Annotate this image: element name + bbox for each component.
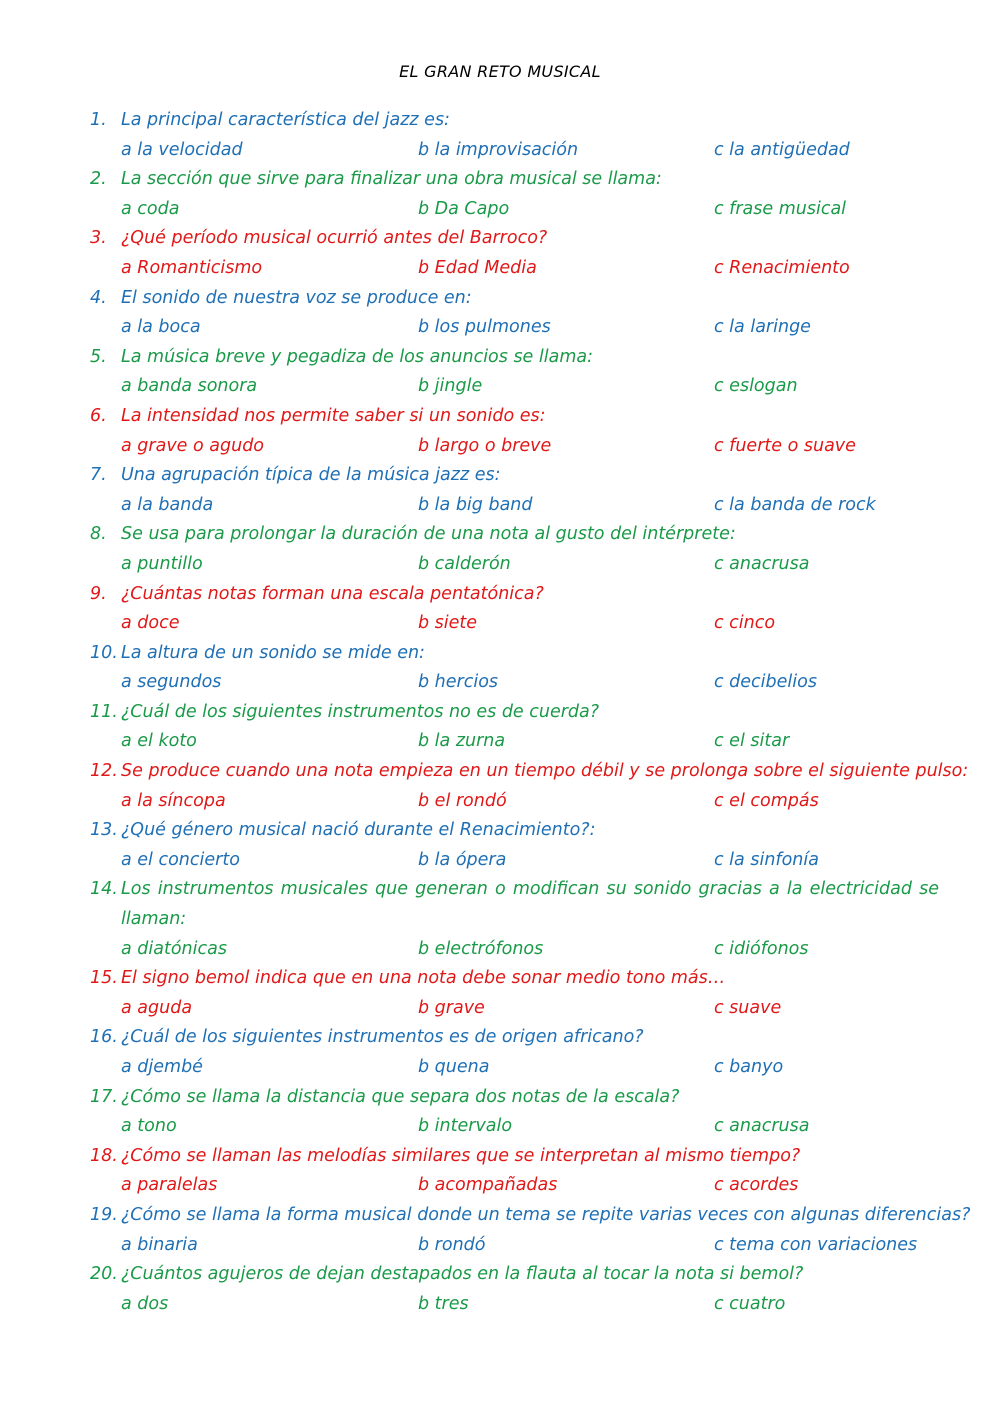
- answer-option-a: a Romanticismo: [121, 257, 263, 278]
- question-text: El sonido de nuestra voz se produce en:: [121, 287, 472, 308]
- answer-option-b: b la ópera: [418, 849, 507, 870]
- question-number: 13.: [90, 820, 118, 841]
- question-text: ¿Cuántos agujeros de dejan destapados en la flauta al tocar la nota si bemol?: [121, 1264, 804, 1285]
- question-item: [0, 639, 1000, 698]
- answer-option-c: c eslogan: [714, 376, 798, 397]
- answer-option-a: a la boca: [121, 317, 201, 338]
- answer-option-b: b intervalo: [418, 1116, 513, 1137]
- answer-option-c: c acordes: [714, 1175, 799, 1196]
- answer-options: [0, 1171, 1000, 1201]
- question-text: ¿Cuál de los siguientes instrumentos es de origen africano?: [121, 1027, 644, 1048]
- question-item: [0, 1023, 1000, 1082]
- question-text: La música breve y pegadiza de los anuncios se llama:: [121, 346, 594, 367]
- answer-option-b: b tres: [418, 1293, 469, 1314]
- question-text: La intensidad nos permite saber si un sonido es:: [121, 405, 546, 426]
- question-text: ¿Cómo se llaman las melodías similares que se interpretan al mismo tiempo?: [121, 1145, 801, 1166]
- answer-options: [0, 136, 1000, 166]
- question-number: 10.: [90, 642, 118, 663]
- answer-option-c: c suave: [714, 997, 782, 1018]
- answer-options: [0, 432, 1000, 462]
- question-item: [0, 757, 1000, 816]
- answer-option-a: a grave o agudo: [121, 435, 265, 456]
- answer-option-c: c el sitar: [714, 731, 790, 752]
- answer-options: [0, 1290, 1000, 1320]
- answer-option-a: a la banda: [121, 494, 214, 515]
- answer-option-b: b la big band: [418, 494, 533, 515]
- answer-option-c: c Renacimiento: [714, 257, 850, 278]
- answer-options: [0, 313, 1000, 343]
- answer-option-a: a dos: [121, 1293, 169, 1314]
- question-text: Se usa para prolongar la duración de una nota al gusto del intérprete:: [121, 524, 736, 545]
- answer-option-b: b calderón: [418, 553, 511, 574]
- answer-options: [0, 1231, 1000, 1261]
- answer-option-b: b electrófonos: [418, 938, 544, 959]
- question-number: 4.: [90, 287, 107, 308]
- answer-option-c: c la banda de rock: [714, 494, 876, 515]
- answer-option-c: c la antigüedad: [714, 139, 850, 160]
- question-item: [0, 1083, 1000, 1142]
- question-number: 14.: [90, 879, 118, 900]
- answer-option-c: c frase musical: [714, 198, 847, 219]
- answer-option-c: c la laringe: [714, 317, 811, 338]
- question-number: 16.: [90, 1027, 118, 1048]
- question-text: Los instrumentos musicales que generan o modifican su sonido gracias a la electricidad se llaman:: [121, 879, 939, 930]
- question-text: ¿Qué período musical ocurrió antes del Barroco?: [121, 228, 548, 249]
- question-item: [0, 1201, 1000, 1260]
- question-number: 1.: [90, 110, 107, 130]
- answer-option-b: b Da Capo: [418, 198, 510, 219]
- answer-options: [0, 609, 1000, 639]
- question-text: El signo bemol indica que en una nota debe sonar medio tono más…: [121, 968, 726, 989]
- answer-option-c: c cinco: [714, 613, 776, 634]
- answer-option-c: c la sinfonía: [714, 849, 819, 870]
- question-text: ¿Cómo se llama la distancia que separa dos notas de la escala?: [121, 1086, 680, 1107]
- answer-option-a: a aguda: [121, 997, 193, 1018]
- answer-option-b: b la improvisación: [418, 139, 579, 160]
- question-item: [0, 520, 1000, 579]
- question-item: [0, 1260, 1000, 1319]
- answer-option-c: c anacrusa: [714, 553, 810, 574]
- question-item: [0, 580, 1000, 639]
- answer-options: [0, 1112, 1000, 1142]
- question-number: 18.: [90, 1145, 118, 1166]
- question-number: 2.: [90, 169, 107, 190]
- answer-options: [0, 727, 1000, 757]
- question-number: 7.: [90, 465, 107, 486]
- question-number: 12.: [90, 761, 118, 782]
- answer-option-c: c fuerte o suave: [714, 435, 856, 456]
- answer-option-b: b rondó: [418, 1234, 486, 1255]
- question-item: [0, 343, 1000, 402]
- question-number: 17.: [90, 1086, 118, 1107]
- question-text: ¿Cómo se llama la forma musical donde un tema se repite varias veces con algunas diferencias?: [121, 1204, 971, 1225]
- answer-option-c: c banyo: [714, 1057, 784, 1077]
- question-item: [0, 284, 1000, 343]
- question-text: ¿Cuántas notas forman una escala pentatónica?: [121, 583, 544, 604]
- question-text: ¿Cuál de los siguientes instrumentos no es de cuerda?: [121, 701, 600, 722]
- answer-option-a: a tono: [121, 1116, 177, 1137]
- question-item: [0, 402, 1000, 461]
- question-number: 11.: [90, 701, 118, 722]
- answer-option-b: b grave: [418, 997, 485, 1018]
- answer-options: [0, 491, 1000, 521]
- answer-option-c: c tema con variaciones: [714, 1234, 918, 1255]
- question-item: [0, 106, 1000, 165]
- answer-option-a: a djembé: [121, 1057, 203, 1077]
- question-text: La altura de un sonido se mide en:: [121, 642, 425, 663]
- question-text: Se produce cuando una nota empieza en un tiempo débil y se prolonga sobre el siguiente pulso:: [121, 761, 969, 782]
- question-text: La sección que sirve para finalizar una obra musical se llama:: [121, 169, 662, 190]
- question-number: 15.: [90, 968, 118, 989]
- question-item: [0, 461, 1000, 520]
- question-text: Una agrupación típica de la música jazz es:: [121, 465, 501, 486]
- question-number: 5.: [90, 346, 107, 367]
- question-number: 8.: [90, 524, 107, 545]
- answer-option-a: a doce: [121, 613, 180, 634]
- question-item: [0, 1142, 1000, 1201]
- question-number: 9.: [90, 583, 107, 604]
- answer-options: [0, 846, 1000, 876]
- answer-option-c: c idiófonos: [714, 938, 809, 959]
- answer-option-b: b acompañadas: [418, 1175, 558, 1196]
- answer-option-a: a banda sonora: [121, 376, 258, 397]
- question-number: 19.: [90, 1204, 118, 1225]
- answer-option-b: b quena: [418, 1057, 490, 1077]
- answer-option-c: c el compás: [714, 790, 819, 811]
- answer-option-a: a puntillo: [121, 553, 203, 574]
- question-text: ¿Qué género musical nació durante el Renacimiento?:: [121, 820, 596, 841]
- answer-option-b: b la zurna: [418, 731, 506, 752]
- answer-option-b: b los pulmones: [418, 317, 551, 338]
- question-number: 3.: [90, 228, 107, 249]
- answer-options: [0, 254, 1000, 284]
- answer-option-a: a diatónicas: [121, 938, 227, 959]
- answer-option-b: b largo o breve: [418, 435, 552, 456]
- answer-options: [0, 195, 1000, 225]
- answer-option-a: a la velocidad: [121, 139, 243, 160]
- question-item: [0, 224, 1000, 283]
- answer-option-b: b Edad Media: [418, 257, 537, 278]
- question-item: [0, 816, 1000, 875]
- answer-options: [0, 935, 1000, 965]
- question-list: [0, 106, 1000, 1319]
- answer-option-b: b hercios: [418, 672, 499, 693]
- answer-option-a: a el concierto: [121, 849, 240, 870]
- answer-option-c: c cuatro: [714, 1293, 786, 1314]
- question-item: [0, 698, 1000, 757]
- answer-options: [0, 787, 1000, 817]
- answer-options: [0, 1053, 1000, 1083]
- answer-option-c: c decibelios: [714, 672, 817, 693]
- answer-option-a: a la síncopa: [121, 790, 226, 811]
- answer-options: [0, 372, 1000, 402]
- answer-option-c: c anacrusa: [714, 1116, 810, 1137]
- answer-options: [0, 994, 1000, 1024]
- answer-option-a: a binaria: [121, 1234, 198, 1255]
- answer-options: [0, 668, 1000, 698]
- answer-option-a: a paralelas: [121, 1175, 218, 1196]
- answer-option-a: a segundos: [121, 672, 222, 693]
- question-item: [0, 875, 1000, 964]
- answer-option-b: b jingle: [418, 376, 483, 397]
- question-number: 20.: [90, 1264, 118, 1285]
- answer-option-a: a coda: [121, 198, 180, 219]
- question-item: [0, 165, 1000, 224]
- answer-option-a: a el koto: [121, 731, 197, 752]
- page-title: EL GRAN RETO MUSICAL: [399, 62, 601, 81]
- question-item: [0, 964, 1000, 1023]
- answer-options: [0, 550, 1000, 580]
- question-text: La principal característica del jazz es:: [121, 110, 450, 130]
- answer-option-b: b el rondó: [418, 790, 507, 811]
- answer-option-b: b siete: [418, 613, 478, 634]
- question-number: 6.: [90, 405, 107, 426]
